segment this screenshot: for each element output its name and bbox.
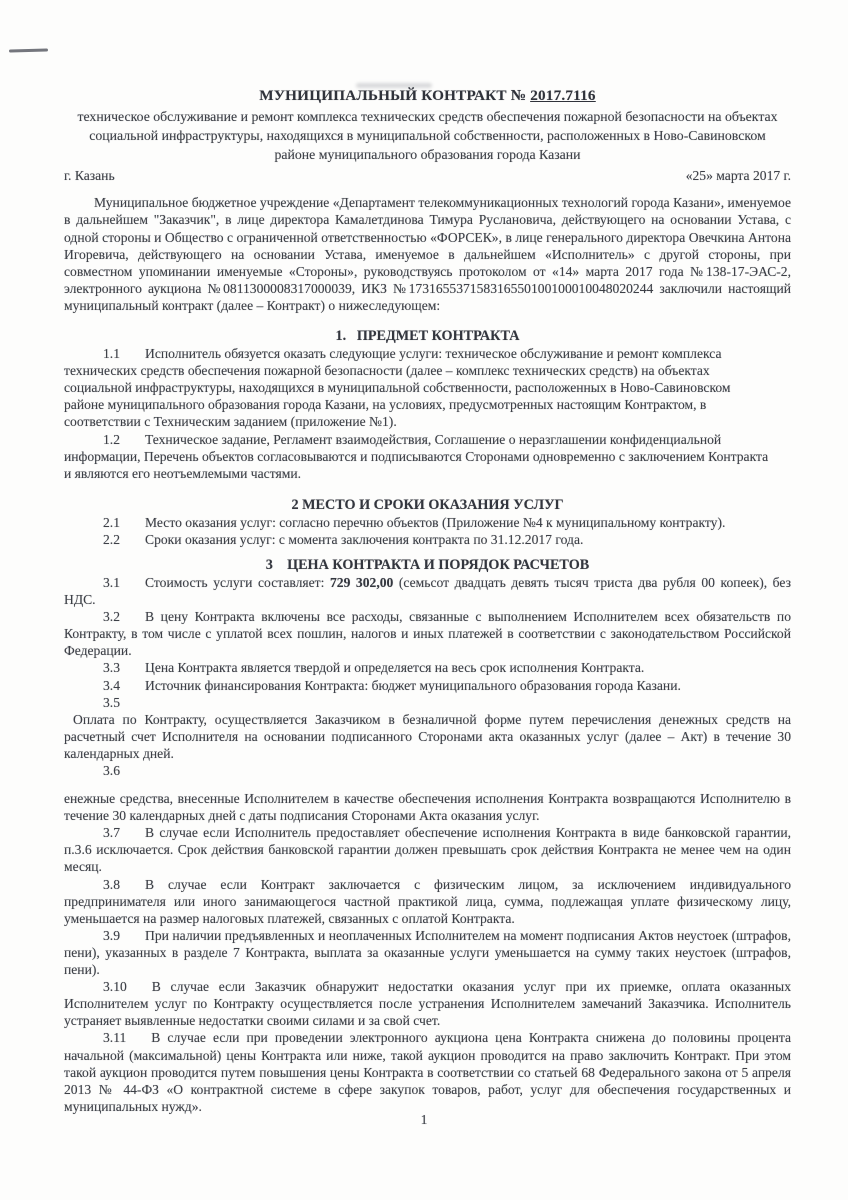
clause-number: 3.5 [103,694,120,710]
clause-text: При наличии предъявленных и неоплаченных Исполнителем на момент подписания Актов неустоек (штрафов, пени), указанных в разделе 7 Контракта, выплата за оказанные услуги уменьшается на сумму таких неустоек (штрафов, пени). [64,927,791,978]
clause-text: В случае если при проведении электронного аукциона цена Контракта снижена до половины процента начальной (максимальной) цены Контракта или ниже, такой аукцион проводится на право заключить Контракт. При этом такой аукцион проводится путем повышения цены Контракта в соответствии со статьей 68 Федерального закона от 5 апреля 2013 № 44-ФЗ «О контрактной системе в сфере закупок товаров, работ, услуг для обеспечения государственных и муниципальных нужд». [64,1030,791,1114]
clause-3-6-number [64,762,791,779]
clause-number: 3.1 [103,574,120,590]
clause-number: 2.1 [103,514,120,530]
contract-subject: техническое обслуживание и ремонт комплекса технических средств обеспечения пожарной безопасности на объектах социальной инфраструктуры, находящихся в муниципальной собственности, расположенных в Ново-Савиновском районе муниципального образования города Казани [77,109,778,162]
preamble: Муниципальное бюджетное учреждение «Департамент телекоммуникационных технологий города Казани», именуемое в дальнейшем "Заказчик", в лице директора Камалетдинова Тимура Руслановича, действующего на основании Устава, с одной стороны и Общество с ограниченной ответственностью «ФОРСЕК», в лице генерального директора Овечкина Антона Игоревича, действующего на основании Устава, именуемое в дальнейшем «Исполнитель» с другой стороны, при совместном упоминании именуемые «Стороны», руководствуясь протоколом от «14» марта 2017 года №138-17-ЭАС-2, электронного аукциона №0811300008317000039, ИКЗ №173165537158316550100100010048020244 заключили настоящий муниципальный контракт (далее – Контракт) о нижеследующем: [64,195,791,313]
clause-text: В случае если Контракт заключается с физическим лицом, за исключением индивидуального предпринимателя или иного занимающегося частной практикой лица, сумма, подлежащая уплате физическому лицу, уменьшается на размер налоговых платежей, связанных с оплатой Контракта. [64,876,791,926]
clause-1-2 [64,431,772,482]
scan-smudge [356,83,432,88]
clause-text: В случае если Исполнитель предоставляет обеспечение исполнения Контракта в виде банковской гарантии, п.3.6 исключается. Срок действия банковской гарантии должен превышать срок действия Контракта не менее чем на один месяц. [64,825,791,875]
clause-number: 3.8 [103,876,120,892]
clause-3-4 [64,677,791,694]
clause-2-1 [64,514,772,531]
clause-text: Стоимость услуги составляет: [145,574,330,590]
section-3-heading: 3 ЦЕНА КОНТРАКТА И ПОРЯДОК РАСЧЕТОВ [265,556,590,573]
clause-text: (семьсот двадцать девять тысяч триста два рубля 00 копеек), без НДС. [64,574,791,608]
clause-number: 2.2 [103,531,120,547]
clause-number: 1.1 [103,346,120,362]
clause-number: 3.3 [103,660,120,676]
contract-title-text: МУНИЦИПАЛЬНЫЙ КОНТРАКТ № [259,87,531,104]
contract-title [64,86,791,106]
section-2-heading: 2 МЕСТО И СРОКИ ОКАЗАНИЯ УСЛУГ [291,496,564,513]
contract-place: г. Казань [64,168,115,184]
place-date-row [64,167,791,184]
clause-3-8 [64,876,791,927]
clause-text: Источник финансирования Контракта: бюджет муниципального образования города Казани. [145,677,681,693]
clause-number: 3.7 [103,825,120,841]
clause-1-1 [64,345,772,430]
clause-3-2 [64,608,791,659]
clause-text: В случае если Заказчик обнаружит недостатки оказания услуг при их приемке, оплата оказанных Исполнителем услуг по Контракту осуществляется после устранения Исполнителем замечаний Заказчика. Исполнитель устраняет выявленные недостатки своими силами и за свой счет. [64,979,791,1029]
clause-3-3 [64,659,791,676]
clause-3-5-number [64,694,791,711]
clause-3-11 [64,1029,791,1114]
page-number: 1 [420,1112,428,1127]
contract-number: 2017.7116 [530,87,596,104]
clause-number: 3.9 [103,927,120,943]
clause-3-10 [64,978,791,1029]
clause-text: Цена Контракта является твердой и определяется на весь срок исполнения Контракта. [145,660,645,676]
clause-text: В цену Контракта включены все расходы, связанные с выполнением Исполнителем всех обязательств по Контракту, в том числе с уплатой всех пошлин, налогов и иных платежей в соответствии с законодательством Российской Федерации. [64,609,791,659]
clause-text: Сроки оказания услуг: с момента заключения контракта по 31.12.2017 года. [145,531,584,547]
clause-text: Место оказания услуг: согласно перечню объектов (Приложение №4 к муниципальному контракту). [145,514,726,530]
clause-3-1 [64,574,791,608]
clause-text: Исполнитель обязуется оказать следующие услуги: техническое обслуживание и ремонт комплекса технических средств обеспечения пожарной безопасности (далее – комплекс технических средств) на объектах социальной инфраструктуры, находящихся в муниципальной собственности, расположенных в Ново-Савиновском районе муниципального образования города Казани, на условиях, предусмотренных настоящим Контрактом, в соответствии с Техническим заданием (приложение №1). [64,346,731,430]
clause-number: 3.4 [103,677,120,693]
contract-price: 729 302,00 [329,574,394,590]
section-1-heading: 1. ПРЕДМЕТ КОНТРАКТА [335,328,520,345]
clause-3-6-text: енежные средства, внесенные Исполнителем в качестве обеспечения исполнения Контракта возвращаются Исполнителю в течение 30 календарных дней с даты подписания Сторонами Акта оказания услуг. [64,791,791,824]
clause-3-9 [64,927,791,978]
clause-text: Техническое задание, Регламент взаимодействия, Соглашение о неразглашении конфиденциальной информации, Перечень объектов согласовываются и подписываются Сторонами одновременно с заключением Контракта и являются его неотъемлемыми частями. [64,431,769,481]
clause-3-5-text: Оплата по Контракту, осуществляется Заказчиком в безналичной форме путем перечисления денежных средств на расчетный счет Исполнителя на основании подписанного Сторонами акта оказанных услуг (далее – Акт) в течение 30 календарных дней. [64,711,791,761]
clause-2-2 [64,531,772,548]
clause-number: 3.2 [103,609,120,625]
contract-date: «25» марта 2017 г. [685,168,791,184]
clause-number: 3.11 [103,1030,127,1046]
clause-number: 3.10 [103,979,127,995]
clause-3-7 [64,824,791,875]
clause-number: 1.2 [103,431,120,447]
clause-number: 3.6 [103,763,120,779]
